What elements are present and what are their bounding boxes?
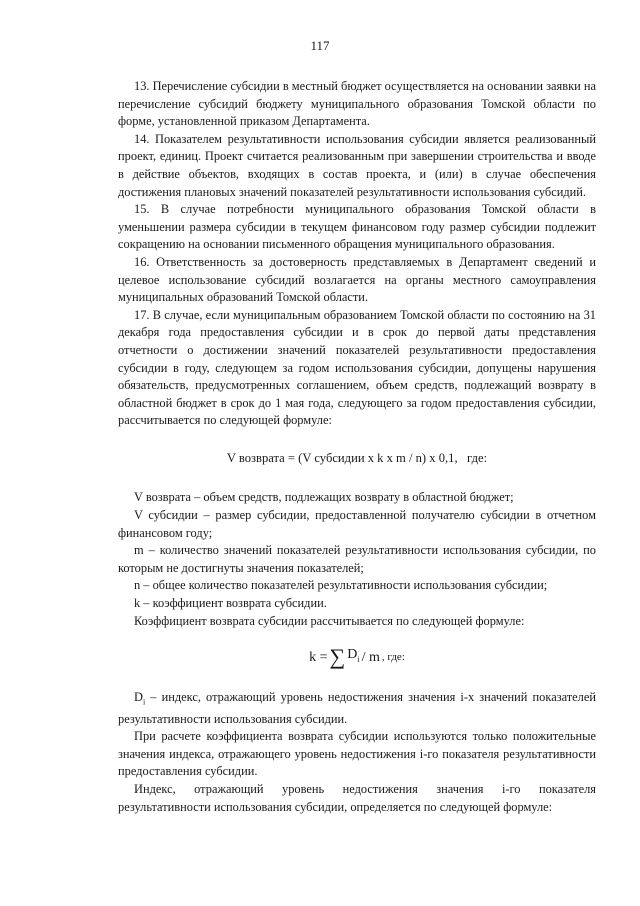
definition-di: $D_i$ – индекс, отражающий уровень недостижения значения i-х значений показателей результативности использования субсидии. [118,689,596,726]
definition-k: k – коэффициент возврата субсидии. [134,596,327,611]
definition-v-return: V возврата – объем средств, подлежащих возврату в областной бюджет; [134,490,514,505]
paragraph-17: 17. В случае, если муниципальным образованием Томской области по состоянию на 31 декабря года предоставления субсидии и в срок до первой даты представления отчетности о достижении значений показателей результативности предоставления субсидии в году, следующем за годом использования субсидии, допущены нарушения обязательств, предусмотренных соглашением, объем средств, подлежащий возврату в областной бюджет в срок до 1 мая года, следующего за годом предоставления субсидии, рассчитывается по следующей формуле: [118,307,596,428]
paragraph-13: 13. Перечисление субсидии в местный бюджет осуществляется на основании заявки на перечисление субсидий бюджету муниципального образования Томской области по форме, установленной приказом Департамента. [118,79,596,129]
definition-v-subsidy: V субсидии – размер субсидии, предоставленной получателю субсидии в отчетном финансовом году; [118,508,596,540]
k-formula-intro: Коэффициент возврата субсидии рассчитывается по следующей формуле: [134,613,525,628]
formula-lhs: k = [309,649,328,665]
paragraph-14: 14. Показателем результативности использования субсидии является реализованный проект, единиц. Проект считается реализованным при завершении строительства и вводе в действие объектов, входящих в состав проекта, и (или) в случае обеспечения достижения плановых значений показателей результативности использования субсидий. [118,131,596,199]
k-coefficient-formula [118,646,596,668]
formula-d: $D_i$ [347,647,360,665]
document-body [118,78,596,816]
definition-m: m – количество значений показателей результативности использования субсидии, по которым не достигнуты значения показателей; [118,543,596,575]
definition-n: n – общее количество показателей результативности использования субсидии; [134,578,548,593]
paragraph-16: 16. Ответственность за достоверность представляемых в Департамент сведений и целевое использование субсидий возлагается на органы местного самоуправления муниципальных образований Томской области. [118,254,596,305]
formula-tail: , где: [381,650,405,663]
paragraph-positive-values: При расчете коэффициента возврата субсидии используются только положительные значения индекса, отражающего уровень недостижения i-го показателя результативности предоставления субсидии. [118,729,596,779]
sum-symbol: ∑ [329,644,346,670]
formula-rest: / m [361,649,380,665]
paragraph-15: 15. В случае потребности муниципального образования Томской области в уменьшении размера субсидии в текущем финансовом году размер субсидии подлежит сокращению на основании письменного обращения муниципального образования. [118,202,596,252]
paragraph-index-formula-intro: Индекс, отражающий уровень недостижения значения i-го показателя результативности использования субсидии, определяется по следующей формуле: [118,782,596,814]
page-number: 117 [310,38,330,53]
return-volume-formula: V возврата = (V субсидии x k x m / n) x 0,1, где: [226,450,488,465]
